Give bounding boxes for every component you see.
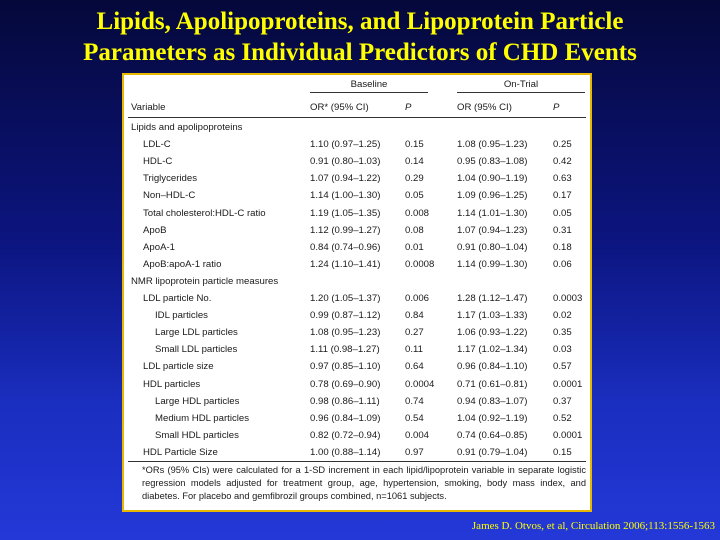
table-row (124, 170, 590, 187)
baseline-p-cell: 0.0004 (405, 378, 435, 390)
table-row (124, 324, 590, 341)
table-row (124, 222, 590, 239)
baseline-or-cell: 0.84 (0.74–0.96) (310, 241, 381, 253)
ontrial-or-cell: 0.74 (0.64–0.85) (457, 429, 528, 441)
baseline-or-cell: 0.99 (0.87–1.12) (310, 310, 381, 322)
ontrial-p-cell: 0.03 (553, 344, 572, 356)
variable-cell: NMR lipoprotein particle measures (131, 275, 279, 287)
col-header-baseline-or: OR* (95% CI) (310, 102, 369, 113)
table-row (124, 444, 590, 461)
baseline-or-cell: 1.19 (1.05–1.35) (310, 207, 381, 219)
ontrial-group-rule (457, 92, 585, 93)
ontrial-p-cell: 0.25 (553, 139, 572, 151)
table-row (124, 376, 590, 393)
table-row (124, 307, 590, 324)
ontrial-p-cell: 0.42 (553, 156, 572, 168)
baseline-p-cell: 0.08 (405, 224, 424, 236)
variable-cell: Small LDL particles (155, 344, 238, 356)
baseline-or-cell: 0.97 (0.85–1.10) (310, 361, 381, 373)
baseline-p-cell: 0.64 (405, 361, 424, 373)
ontrial-or-cell: 1.28 (1.12–1.47) (457, 293, 528, 304)
ontrial-p-cell: 0.06 (553, 258, 572, 270)
table-row (124, 358, 590, 375)
section-header-row (124, 273, 590, 290)
variable-cell: HDL-C (143, 156, 173, 168)
baseline-p-cell: 0.74 (405, 395, 424, 407)
col-header-baseline-p: P (405, 102, 412, 113)
bottom-rule (128, 461, 586, 462)
baseline-or-cell: 1.10 (0.97–1.25) (310, 139, 381, 151)
baseline-p-cell: 0.27 (405, 327, 424, 339)
baseline-p-cell: 0.11 (405, 344, 423, 356)
table-row (124, 393, 590, 410)
variable-cell: Large HDL particles (155, 395, 240, 407)
variable-cell: IDL particles (155, 310, 208, 322)
col-header-ontrial-or: OR (95% CI) (457, 102, 512, 113)
ontrial-or-cell: 0.96 (0.84–1.10) (457, 361, 528, 373)
ontrial-p-cell: 0.18 (553, 241, 572, 253)
baseline-or-cell: 0.78 (0.69–0.90) (310, 378, 381, 390)
ontrial-or-cell: 1.04 (0.92–1.19) (457, 412, 528, 424)
slide-title (0, 6, 720, 68)
baseline-or-cell: 1.07 (0.94–1.22) (310, 173, 381, 185)
table-row (124, 136, 590, 153)
slide-title-line-2: Parameters as Individual Predictors of CHD Events (83, 39, 637, 66)
baseline-or-cell: 1.24 (1.10–1.41) (310, 258, 381, 270)
ontrial-or-cell: 0.94 (0.83–1.07) (457, 395, 528, 407)
results-table (124, 75, 590, 510)
ontrial-p-cell: 0.57 (553, 361, 572, 373)
baseline-group-rule (310, 92, 428, 93)
baseline-p-cell: 0.15 (405, 139, 424, 151)
baseline-or-cell: 1.11 (0.98–1.27) (310, 344, 380, 356)
ontrial-or-cell: 1.14 (1.01–1.30) (457, 207, 528, 219)
ontrial-or-cell: 1.06 (0.93–1.22) (457, 327, 528, 339)
baseline-or-cell: 1.00 (0.88–1.14) (310, 446, 381, 458)
col-header-variable: Variable (131, 102, 166, 113)
ontrial-p-cell: 0.31 (553, 224, 572, 236)
table-row (124, 205, 590, 222)
baseline-p-cell: 0.14 (405, 156, 424, 168)
variable-cell: LDL-C (143, 139, 171, 151)
table-row (124, 341, 590, 358)
ontrial-or-cell: 1.17 (1.03–1.33) (457, 310, 528, 322)
ontrial-p-cell: 0.0001 (553, 429, 583, 441)
variable-cell: Lipids and apolipoproteins (131, 122, 243, 133)
baseline-p-cell: 0.84 (405, 310, 424, 322)
slide-title-line-1: Lipids, Apolipoproteins, and Lipoprotein Particle (96, 8, 624, 35)
baseline-or-cell: 1.12 (0.99–1.27) (310, 224, 381, 236)
ontrial-or-cell: 0.91 (0.80–1.04) (457, 241, 528, 253)
ontrial-or-cell: 0.71 (0.61–0.81) (457, 378, 528, 390)
ontrial-p-cell: 0.0003 (553, 293, 583, 304)
variable-cell: ApoA-1 (143, 241, 175, 253)
column-header-row (124, 99, 590, 116)
variable-cell: Small HDL particles (155, 429, 239, 441)
baseline-or-cell: 0.82 (0.72–0.94) (310, 429, 381, 441)
baseline-or-cell: 1.14 (1.00–1.30) (310, 190, 381, 202)
variable-cell: Medium HDL particles (155, 412, 250, 424)
variable-cell: Large LDL particles (155, 327, 238, 339)
header-rule (128, 117, 586, 118)
ontrial-p-cell: 0.02 (553, 310, 572, 322)
baseline-p-cell: 0.008 (405, 207, 430, 219)
ontrial-p-cell: 0.52 (553, 412, 572, 424)
baseline-p-cell: 0.0008 (405, 258, 435, 270)
baseline-p-cell: 0.004 (405, 429, 430, 441)
table-row (124, 239, 590, 256)
baseline-or-cell: 0.91 (0.80–1.03) (310, 156, 381, 168)
variable-cell: ApoB (143, 224, 167, 236)
table-row (124, 256, 590, 273)
variable-cell: Triglycerides (143, 173, 198, 185)
variable-cell: Total cholesterol:HDL-C ratio (143, 207, 266, 219)
ontrial-p-cell: 0.35 (553, 327, 572, 339)
baseline-p-cell: 0.05 (405, 190, 424, 202)
ontrial-or-cell: 1.04 (0.90–1.19) (457, 173, 528, 185)
baseline-p-cell: 0.006 (405, 293, 430, 304)
table-row (124, 410, 590, 427)
table-row (124, 187, 590, 204)
citation: James D. Otvos, et al, Circulation 2006;113:1556-1563 (471, 520, 715, 532)
variable-cell: LDL particle No. (143, 293, 212, 304)
ontrial-or-cell: 0.95 (0.83–1.08) (457, 156, 528, 168)
ontrial-p-cell: 0.63 (553, 173, 572, 185)
ontrial-or-cell: 0.91 (0.79–1.04) (457, 446, 528, 458)
table-row (124, 153, 590, 170)
ontrial-p-cell: 0.17 (553, 190, 572, 202)
col-header-ontrial-p: P (553, 102, 560, 113)
ontrial-p-cell: 0.05 (553, 207, 572, 219)
section-header-row (124, 119, 590, 136)
ontrial-p-cell: 0.37 (553, 395, 572, 407)
table-row (124, 427, 590, 444)
variable-cell: LDL particle size (143, 361, 214, 373)
variable-cell: ApoB:apoA-1 ratio (143, 258, 222, 270)
baseline-p-cell: 0.29 (405, 173, 424, 185)
ontrial-p-cell: 0.15 (553, 446, 572, 458)
table-footnote: *ORs (95% CIs) were calculated for a 1-SD increment in each lipid/lipoprotein variable in separate logistic regression models adjusted for treatment group, age, hypertension, smoking, body mass index, and diabetes. For placebo and gemfibrozil groups combined, n=1061 subjects. (142, 465, 586, 501)
variable-cell: Non–HDL-C (143, 190, 196, 202)
baseline-p-cell: 0.54 (405, 412, 424, 424)
ontrial-p-cell: 0.0001 (553, 378, 583, 390)
variable-cell: HDL Particle Size (143, 446, 218, 458)
baseline-p-cell: 0.97 (405, 446, 424, 458)
ontrial-or-cell: 1.09 (0.96–1.25) (457, 190, 528, 202)
baseline-or-cell: 1.20 (1.05–1.37) (310, 293, 381, 304)
baseline-or-cell: 1.08 (0.95–1.23) (310, 327, 381, 339)
baseline-or-cell: 0.96 (0.84–1.09) (310, 412, 381, 424)
variable-cell: HDL particles (143, 378, 201, 390)
ontrial-or-cell: 1.17 (1.02–1.34) (457, 344, 528, 356)
baseline-group-header: Baseline (350, 79, 388, 90)
baseline-p-cell: 0.01 (405, 241, 424, 253)
baseline-or-cell: 0.98 (0.86–1.11) (310, 395, 380, 407)
ontrial-or-cell: 1.14 (0.99–1.30) (457, 258, 528, 270)
ontrial-or-cell: 1.07 (0.94–1.23) (457, 224, 528, 236)
table-row (124, 290, 590, 307)
ontrial-or-cell: 1.08 (0.95–1.23) (457, 139, 528, 151)
ontrial-group-header: On-Trial (503, 79, 539, 90)
